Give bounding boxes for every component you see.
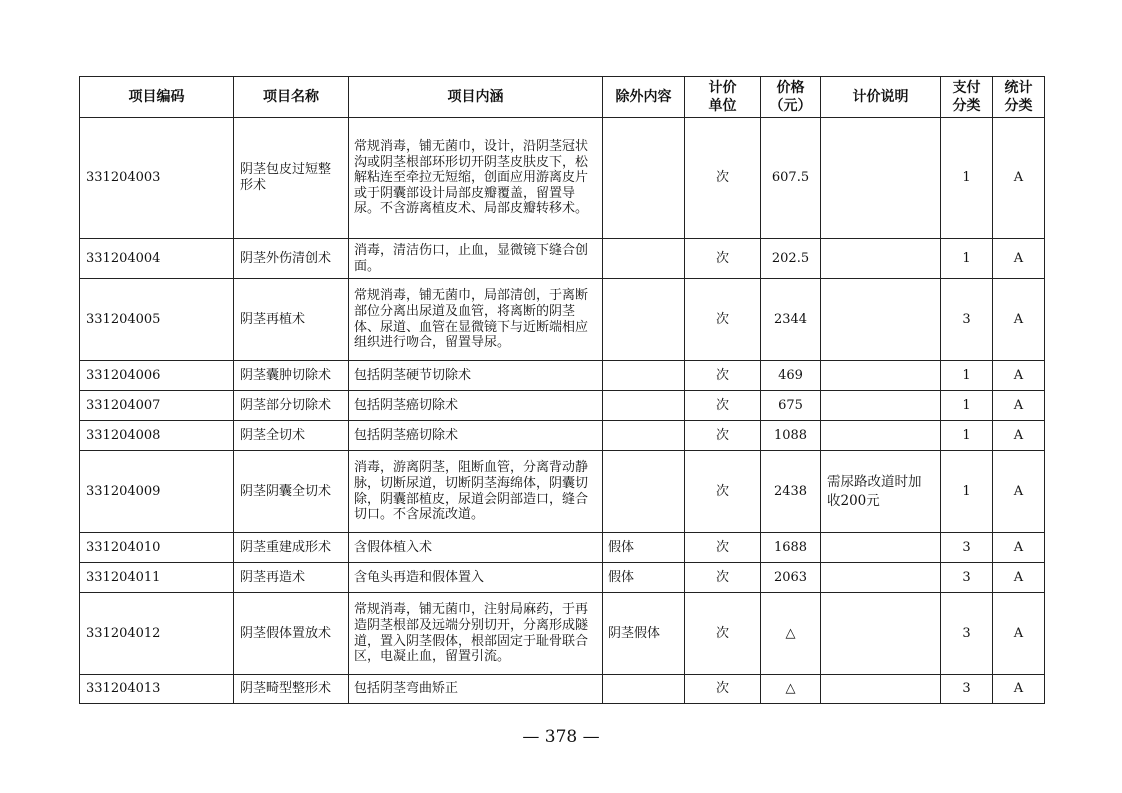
header-unit-line2: 单位: [708, 98, 737, 114]
cell-unit: 次: [685, 421, 761, 451]
cell-exclusion: [603, 675, 685, 704]
header-payment-line1: 支付: [952, 80, 981, 96]
header-price-line2: （元）: [769, 98, 812, 114]
cell-code: 331204004: [80, 239, 234, 279]
cell-content: 常规消毒，铺无菌巾，注射局麻药，于再造阴茎根部及远端分别切开，分离形成隧道，置入阴茎假体，根部固定于耻骨联合区，电凝止血，留置引流。: [349, 593, 603, 675]
cell-content: 包括阴茎癌切除术: [349, 391, 603, 421]
cell-content: 包括阴茎弯曲矫正: [349, 675, 603, 704]
cell-exclusion: [603, 279, 685, 361]
cell-unit: 次: [685, 239, 761, 279]
cell-note: [821, 421, 941, 451]
cell-name: 阴茎囊肿切除术: [234, 361, 349, 391]
cell-payment: 1: [941, 391, 993, 421]
cell-payment: 3: [941, 563, 993, 593]
cell-payment: 3: [941, 533, 993, 563]
cell-stat: A: [993, 118, 1045, 239]
cell-unit: 次: [685, 391, 761, 421]
cell-code: 331204005: [80, 279, 234, 361]
cell-price: 2063: [761, 563, 821, 593]
cell-content: 消毒，清洁伤口，止血，显微镜下缝合创面。: [349, 239, 603, 279]
page-number: — 378 —: [522, 727, 600, 747]
cell-payment: 3: [941, 593, 993, 675]
header-unit-line1: 计价: [708, 80, 737, 96]
cell-content: 含龟头再造和假体置入: [349, 563, 603, 593]
cell-note: [821, 533, 941, 563]
cell-exclusion: 阴茎假体: [603, 593, 685, 675]
cell-name: 阴茎假体置放术: [234, 593, 349, 675]
cell-payment: 1: [941, 421, 993, 451]
table-row: [80, 675, 1045, 704]
cell-note: [821, 361, 941, 391]
table-row: [80, 593, 1045, 675]
header-unit: [685, 77, 761, 118]
cell-stat: A: [993, 533, 1045, 563]
cell-note: [821, 563, 941, 593]
cell-note: [821, 118, 941, 239]
header-content: 项目内涵: [349, 77, 603, 118]
cell-payment: 1: [941, 451, 993, 533]
cell-stat: A: [993, 451, 1045, 533]
cell-price: 2438: [761, 451, 821, 533]
cell-unit: 次: [685, 451, 761, 533]
header-stat-line1: 统计: [1004, 80, 1033, 96]
cell-content: 常规消毒，铺无菌巾，设计，沿阴茎冠状沟或阴茎根部环形切开阴茎皮肤皮下，松解粘连至牵拉无短缩，创面应用游离皮片或于阴囊部设计局部皮瓣覆盖，留置导尿。不含游离植皮术、局部皮瓣转移术。: [349, 118, 603, 239]
cell-note: [821, 391, 941, 421]
cell-exclusion: [603, 239, 685, 279]
table-row: [80, 118, 1045, 239]
cell-price: 607.5: [761, 118, 821, 239]
cell-stat: A: [993, 675, 1045, 704]
cell-note: [821, 279, 941, 361]
table-row: [80, 533, 1045, 563]
cell-stat: A: [993, 361, 1045, 391]
cell-payment: 1: [941, 361, 993, 391]
cell-code: 331204007: [80, 391, 234, 421]
cell-note: [821, 593, 941, 675]
header-exclusion: 除外内容: [603, 77, 685, 118]
header-code: 项目编码: [80, 77, 234, 118]
cell-unit: 次: [685, 279, 761, 361]
cell-unit: 次: [685, 118, 761, 239]
cell-code: 331204013: [80, 675, 234, 704]
table-row: [80, 451, 1045, 533]
cell-price: 469: [761, 361, 821, 391]
cell-name: 阴茎包皮过短整形术: [234, 118, 349, 239]
cell-price: 202.5: [761, 239, 821, 279]
cell-price: 2344: [761, 279, 821, 361]
cell-content: 含假体植入术: [349, 533, 603, 563]
cell-exclusion: [603, 421, 685, 451]
cell-stat: A: [993, 391, 1045, 421]
cell-exclusion: 假体: [603, 533, 685, 563]
cell-price: △: [761, 675, 821, 704]
cell-code: 331204006: [80, 361, 234, 391]
cell-stat: A: [993, 279, 1045, 361]
cell-unit: 次: [685, 593, 761, 675]
table-row: [80, 391, 1045, 421]
cell-payment: 1: [941, 118, 993, 239]
table-row: [80, 279, 1045, 361]
header-payment: [941, 77, 993, 118]
table-row: [80, 239, 1045, 279]
cell-price: 675: [761, 391, 821, 421]
cell-unit: 次: [685, 533, 761, 563]
cell-name: 阴茎再造术: [234, 563, 349, 593]
header-note: 计价说明: [821, 77, 941, 118]
header-stat: [993, 77, 1045, 118]
cell-name: 阴茎外伤清创术: [234, 239, 349, 279]
table-row: [80, 361, 1045, 391]
cell-payment: 3: [941, 675, 993, 704]
cell-note: [821, 675, 941, 704]
header-price: [761, 77, 821, 118]
cell-content: 常规消毒，铺无菌巾，局部清创，于离断部位分离出尿道及血管，将离断的阴茎体、尿道、血管在显微镜下与近断端相应组织进行吻合，留置导尿。: [349, 279, 603, 361]
table-row: [80, 421, 1045, 451]
cell-name: 阴茎重建成形术: [234, 533, 349, 563]
cell-payment: 1: [941, 239, 993, 279]
cell-price: 1688: [761, 533, 821, 563]
cell-code: 331204009: [80, 451, 234, 533]
cell-exclusion: [603, 118, 685, 239]
header-payment-line2: 分类: [952, 98, 981, 114]
cell-unit: 次: [685, 675, 761, 704]
cell-name: 阴茎全切术: [234, 421, 349, 451]
header-price-line1: 价格: [776, 80, 805, 96]
cell-note: [821, 239, 941, 279]
cell-price: 1088: [761, 421, 821, 451]
table-header-row: [80, 77, 1045, 118]
cell-code: 331204012: [80, 593, 234, 675]
cell-price: △: [761, 593, 821, 675]
cell-exclusion: [603, 451, 685, 533]
cell-exclusion: [603, 361, 685, 391]
cell-stat: A: [993, 593, 1045, 675]
cell-name: 阴茎畸型整形术: [234, 675, 349, 704]
cell-name: 阴茎再植术: [234, 279, 349, 361]
cell-note: 需尿路改道时加收200元: [821, 451, 941, 533]
cell-code: 331204010: [80, 533, 234, 563]
cell-code: 331204011: [80, 563, 234, 593]
cell-code: 331204008: [80, 421, 234, 451]
cell-exclusion: [603, 391, 685, 421]
cell-content: 包括阴茎硬节切除术: [349, 361, 603, 391]
cell-name: 阴茎部分切除术: [234, 391, 349, 421]
cell-stat: A: [993, 421, 1045, 451]
header-name: 项目名称: [234, 77, 349, 118]
table-row: [80, 563, 1045, 593]
price-table: [79, 76, 1045, 704]
cell-name: 阴茎阴囊全切术: [234, 451, 349, 533]
cell-payment: 3: [941, 279, 993, 361]
cell-unit: 次: [685, 563, 761, 593]
cell-code: 331204003: [80, 118, 234, 239]
cell-exclusion: 假体: [603, 563, 685, 593]
cell-content: 包括阴茎癌切除术: [349, 421, 603, 451]
header-stat-line2: 分类: [1004, 98, 1033, 114]
cell-unit: 次: [685, 361, 761, 391]
cell-stat: A: [993, 563, 1045, 593]
cell-stat: A: [993, 239, 1045, 279]
cell-content: 消毒，游离阴茎，阻断血管，分离背动静脉，切断尿道，切断阴茎海绵体，阴囊切除，阴囊部植皮，尿道会阴部造口，缝合切口。不含尿流改道。: [349, 451, 603, 533]
